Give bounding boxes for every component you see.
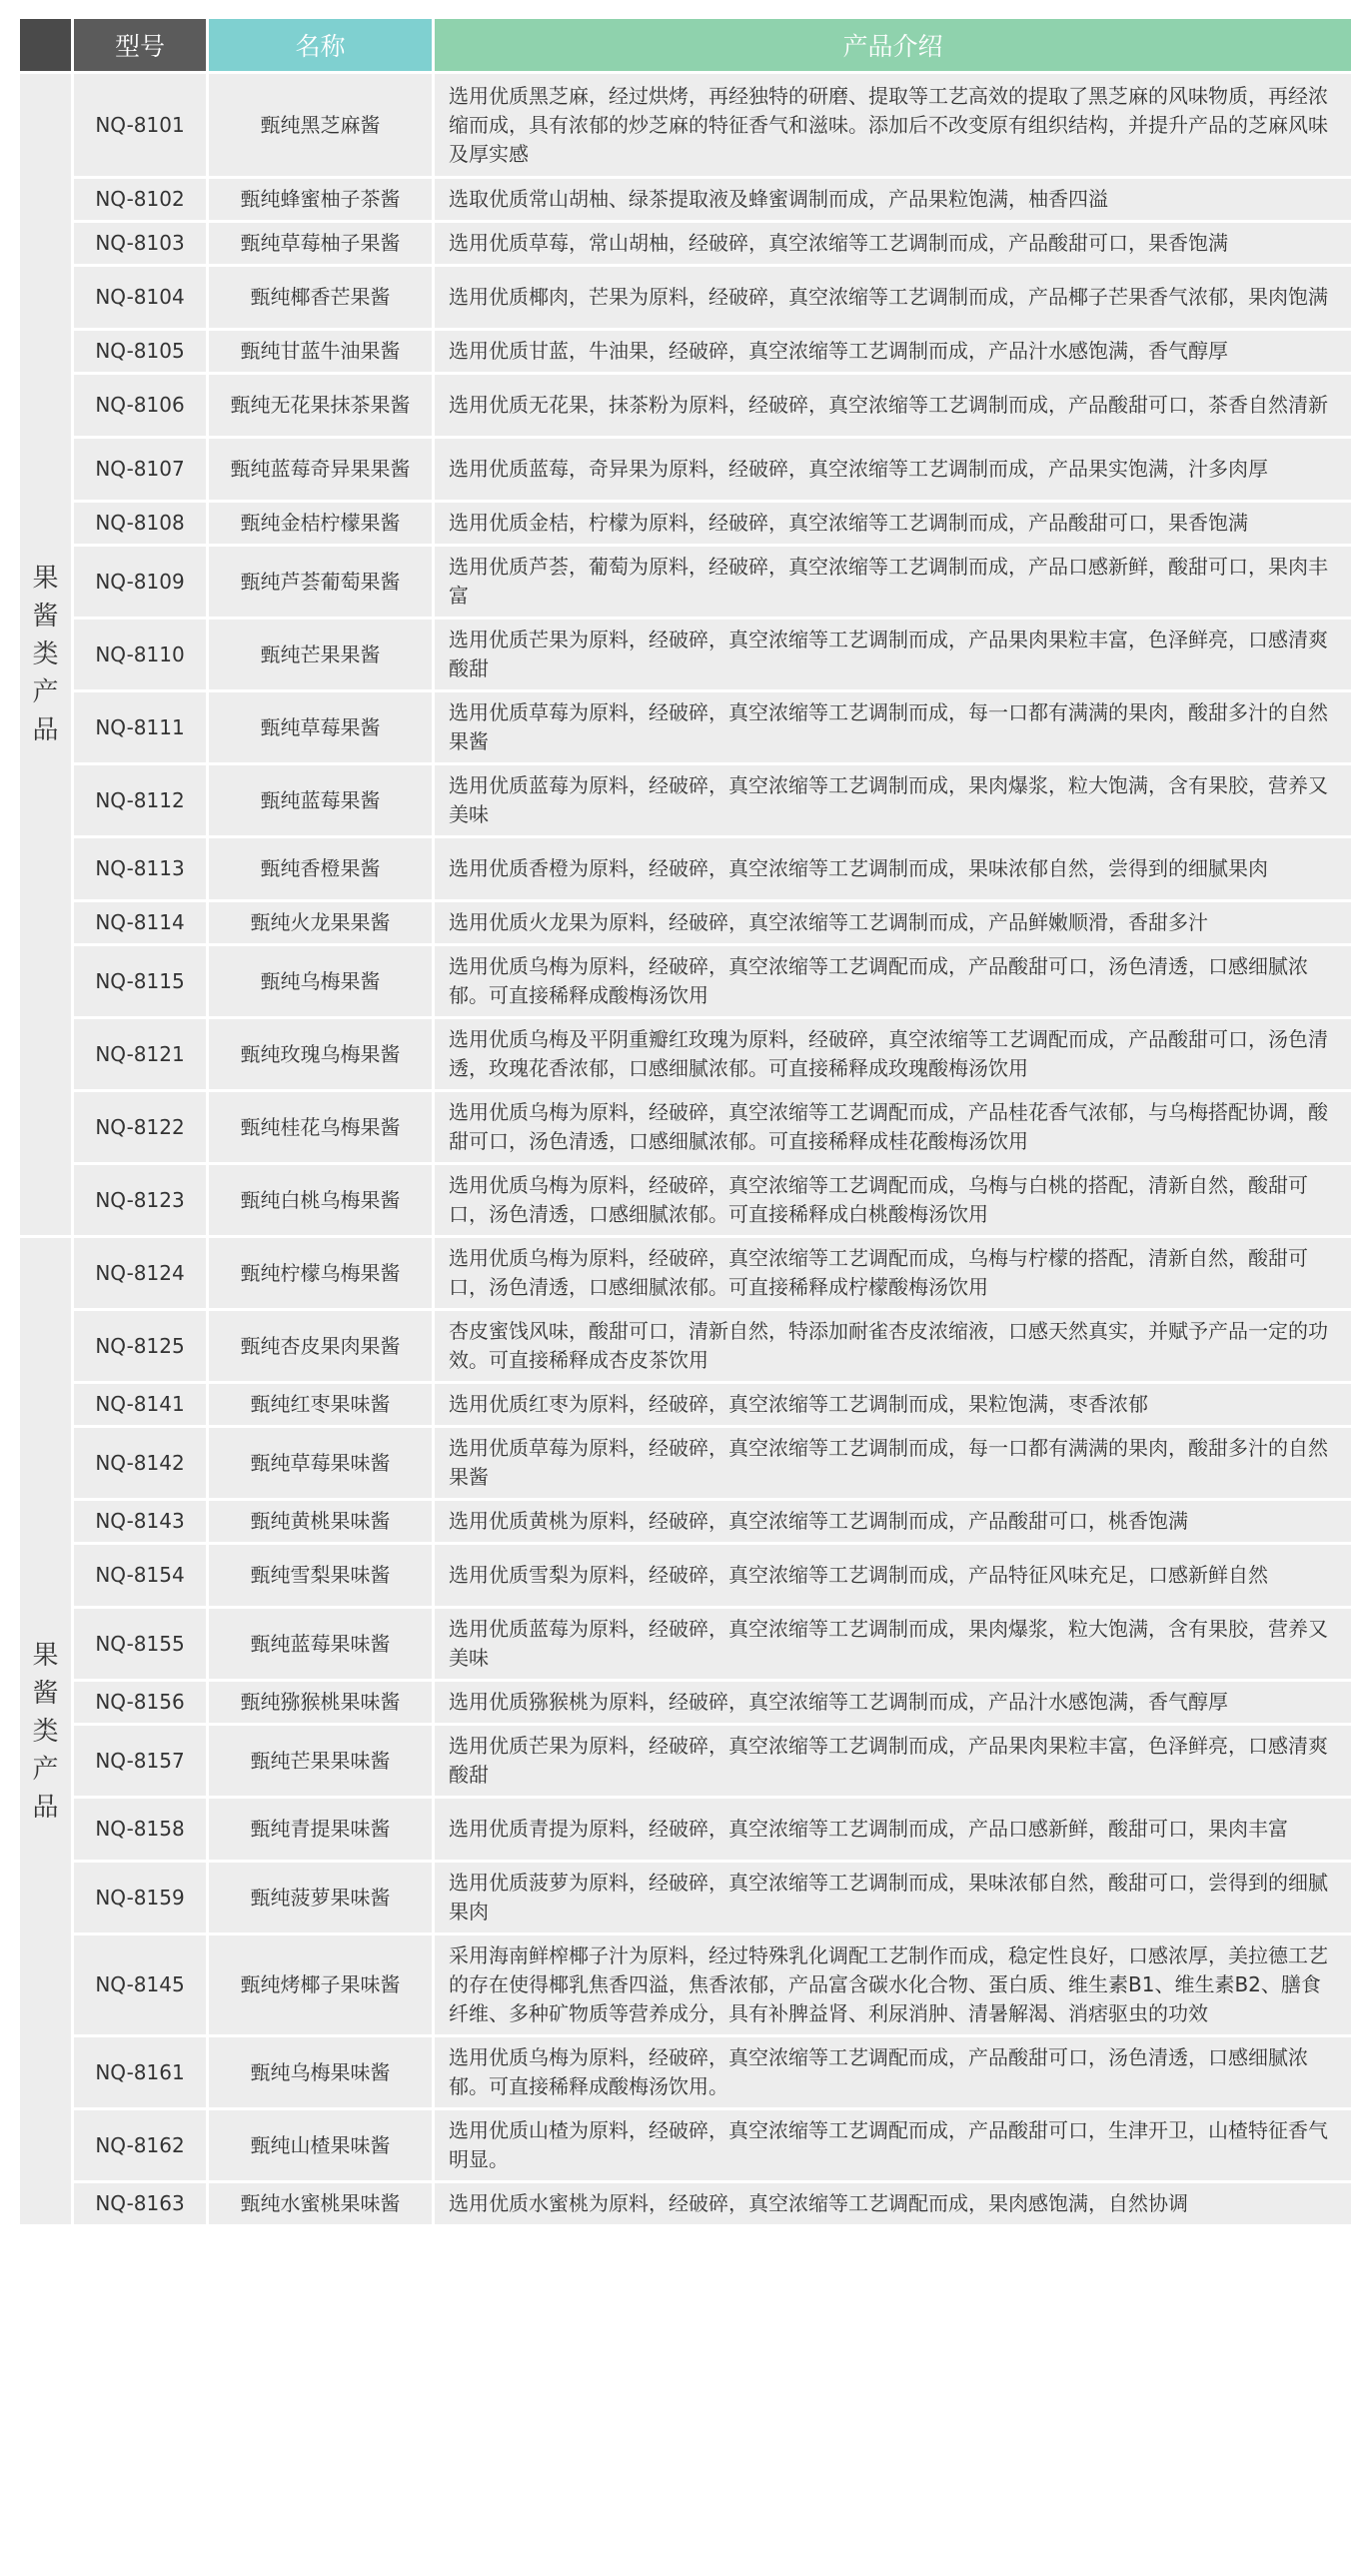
model-cell: NQ-8142	[74, 1428, 206, 1498]
table-row	[20, 223, 1351, 264]
name-cell: 甄纯椰香芒果酱	[209, 267, 432, 328]
description-cell: 选用优质草莓为原料，经破碎，真空浓缩等工艺调制而成，每一口都有满满的果肉，酸甜多汁的自然果酱	[435, 1428, 1351, 1498]
table-row	[20, 1019, 1351, 1089]
table-row	[20, 1238, 1351, 1308]
model-cell: NQ-8104	[74, 267, 206, 328]
table-row	[20, 1726, 1351, 1796]
product-table	[17, 16, 1354, 2227]
description-cell: 选用优质黑芝麻，经过烘烤，再经独特的研磨、提取等工艺高效的提取了黑芝麻的风味物质，再经浓缩而成，具有浓郁的炒芝麻的特征香气和滋味。添加后不改变原有组织结构，并提升产品的芝麻风味及厚实感	[435, 74, 1351, 176]
model-cell: NQ-8110	[74, 620, 206, 689]
description-cell: 选用优质猕猴桃为原料，经破碎，真空浓缩等工艺调制而成，产品汁水感饱满，香气醇厚	[435, 1682, 1351, 1723]
model-cell: NQ-8158	[74, 1799, 206, 1860]
model-cell: NQ-8156	[74, 1682, 206, 1723]
name-cell: 甄纯猕猴桃果味酱	[209, 1682, 432, 1723]
name-cell: 甄纯蜂蜜柚子茶酱	[209, 179, 432, 220]
table-row	[20, 765, 1351, 835]
name-cell: 甄纯芒果果味酱	[209, 1726, 432, 1796]
header-name: 名称	[209, 19, 432, 71]
name-cell: 甄纯柠檬乌梅果酱	[209, 1238, 432, 1308]
model-cell: NQ-8102	[74, 179, 206, 220]
model-cell: NQ-8108	[74, 503, 206, 544]
table-row	[20, 1501, 1351, 1542]
name-cell: 甄纯乌梅果酱	[209, 946, 432, 1016]
table-row	[20, 1863, 1351, 1932]
description-cell: 选用优质芦荟，葡萄为原料，经破碎，真空浓缩等工艺调制而成，产品口感新鲜，酸甜可口，果肉丰富	[435, 547, 1351, 617]
description-cell: 选取优质常山胡柚、绿茶提取液及蜂蜜调制而成，产品果粒饱满，柚香四溢	[435, 179, 1351, 220]
description-cell: 选用优质蓝莓为原料，经破碎，真空浓缩等工艺调制而成，果肉爆浆，粒大饱满，含有果胶，营养又美味	[435, 765, 1351, 835]
name-cell: 甄纯山楂果味酱	[209, 2110, 432, 2180]
name-cell: 甄纯黑芝麻酱	[209, 74, 432, 176]
description-cell: 选用优质火龙果为原料，经破碎，真空浓缩等工艺调制而成，产品鲜嫩顺滑，香甜多汁	[435, 902, 1351, 943]
description-cell: 选用优质草莓，常山胡柚，经破碎，真空浓缩等工艺调制而成，产品酸甜可口，果香饱满	[435, 223, 1351, 264]
model-cell: NQ-8115	[74, 946, 206, 1016]
model-cell: NQ-8154	[74, 1545, 206, 1606]
category-cell	[20, 74, 71, 1235]
table-row	[20, 1609, 1351, 1679]
table-row	[20, 547, 1351, 617]
description-cell: 选用优质雪梨为原料，经破碎，真空浓缩等工艺调制而成，产品特征风味充足，口感新鲜自然	[435, 1545, 1351, 1606]
table-row	[20, 620, 1351, 689]
table-row	[20, 1311, 1351, 1381]
model-cell: NQ-8157	[74, 1726, 206, 1796]
header-category	[20, 19, 71, 71]
model-cell: NQ-8124	[74, 1238, 206, 1308]
table-row	[20, 375, 1351, 436]
description-cell: 选用优质乌梅为原料，经破碎，真空浓缩等工艺调配而成，乌梅与白桃的搭配，清新自然，酸甜可口，汤色清透，口感细腻浓郁。可直接稀释成白桃酸梅汤饮用	[435, 1165, 1351, 1235]
name-cell: 甄纯白桃乌梅果酱	[209, 1165, 432, 1235]
name-cell: 甄纯甘蓝牛油果酱	[209, 331, 432, 372]
model-cell: NQ-8112	[74, 765, 206, 835]
category-cell	[20, 1238, 71, 2224]
model-cell: NQ-8123	[74, 1165, 206, 1235]
table-row	[20, 2183, 1351, 2224]
table-row	[20, 902, 1351, 943]
model-cell: NQ-8103	[74, 223, 206, 264]
model-cell: NQ-8107	[74, 439, 206, 500]
table-row	[20, 2037, 1351, 2107]
description-cell: 选用优质香橙为原料，经破碎，真空浓缩等工艺调制而成，果味浓郁自然，尝得到的细腻果肉	[435, 838, 1351, 899]
description-cell: 选用优质芒果为原料，经破碎，真空浓缩等工艺调制而成，产品果肉果粒丰富，色泽鲜亮，口感清爽酸甜	[435, 620, 1351, 689]
description-cell: 选用优质乌梅为原料，经破碎，真空浓缩等工艺调配而成，产品桂花香气浓郁，与乌梅搭配协调，酸甜可口，汤色清透，口感细腻浓郁。可直接稀释成桂花酸梅汤饮用	[435, 1092, 1351, 1162]
name-cell: 甄纯玫瑰乌梅果酱	[209, 1019, 432, 1089]
product-table-container	[20, 16, 1345, 2227]
description-cell: 选用优质乌梅为原料，经破碎，真空浓缩等工艺调配而成，乌梅与柠檬的搭配，清新自然，酸甜可口，汤色清透，口感细腻浓郁。可直接稀释成柠檬酸梅汤饮用	[435, 1238, 1351, 1308]
table-row	[20, 503, 1351, 544]
description-cell: 选用优质椰肉，芒果为原料，经破碎，真空浓缩等工艺调制而成，产品椰子芒果香气浓郁，果肉饱满	[435, 267, 1351, 328]
table-row	[20, 439, 1351, 500]
description-cell: 选用优质蓝莓为原料，经破碎，真空浓缩等工艺调制而成，果肉爆浆，粒大饱满，含有果胶，营养又美味	[435, 1609, 1351, 1679]
model-cell: NQ-8114	[74, 902, 206, 943]
model-cell: NQ-8113	[74, 838, 206, 899]
model-cell: NQ-8101	[74, 74, 206, 176]
description-cell: 选用优质金桔，柠檬为原料，经破碎，真空浓缩等工艺调制而成，产品酸甜可口，果香饱满	[435, 503, 1351, 544]
table-row	[20, 2110, 1351, 2180]
model-cell: NQ-8145	[74, 1935, 206, 2034]
name-cell: 甄纯金桔柠檬果酱	[209, 503, 432, 544]
table-row	[20, 1799, 1351, 1860]
description-cell: 杏皮蜜饯风味，酸甜可口，清新自然，特添加耐雀杏皮浓缩液，口感天然真实，并赋予产品一定的功效。可直接稀释成杏皮茶饮用	[435, 1311, 1351, 1381]
name-cell: 甄纯蓝莓奇异果果酱	[209, 439, 432, 500]
category-label: 果酱类产品	[32, 564, 59, 745]
name-cell: 甄纯桂花乌梅果酱	[209, 1092, 432, 1162]
name-cell: 甄纯无花果抹茶果酱	[209, 375, 432, 436]
name-cell: 甄纯香橙果酱	[209, 838, 432, 899]
description-cell: 选用优质黄桃为原料，经破碎，真空浓缩等工艺调制而成，产品酸甜可口，桃香饱满	[435, 1501, 1351, 1542]
header-description: 产品介绍	[435, 19, 1351, 71]
table-row	[20, 1165, 1351, 1235]
model-cell: NQ-8121	[74, 1019, 206, 1089]
table-row	[20, 946, 1351, 1016]
table-row	[20, 692, 1351, 762]
name-cell: 甄纯芦荟葡萄果酱	[209, 547, 432, 617]
description-cell: 选用优质乌梅为原料，经破碎，真空浓缩等工艺调配而成，产品酸甜可口，汤色清透，口感细腻浓郁。可直接稀释成酸梅汤饮用	[435, 946, 1351, 1016]
name-cell: 甄纯烤椰子果味酱	[209, 1935, 432, 2034]
model-cell: NQ-8163	[74, 2183, 206, 2224]
table-row	[20, 179, 1351, 220]
name-cell: 甄纯草莓果酱	[209, 692, 432, 762]
table-row	[20, 331, 1351, 372]
description-cell: 选用优质青提为原料，经破碎，真空浓缩等工艺调制而成，产品口感新鲜，酸甜可口，果肉丰富	[435, 1799, 1351, 1860]
name-cell: 甄纯草莓柚子果酱	[209, 223, 432, 264]
model-cell: NQ-8125	[74, 1311, 206, 1381]
name-cell: 甄纯杏皮果肉果酱	[209, 1311, 432, 1381]
name-cell: 甄纯乌梅果味酱	[209, 2037, 432, 2107]
name-cell: 甄纯红枣果味酱	[209, 1384, 432, 1425]
description-cell: 选用优质菠萝为原料，经破碎，真空浓缩等工艺调制而成，果味浓郁自然，酸甜可口，尝得到的细腻果肉	[435, 1863, 1351, 1932]
model-cell: NQ-8109	[74, 547, 206, 617]
header-model: 型号	[74, 19, 206, 71]
model-cell: NQ-8122	[74, 1092, 206, 1162]
category-label: 果酱类产品	[32, 1640, 59, 1823]
name-cell: 甄纯蓝莓果酱	[209, 765, 432, 835]
description-cell: 选用优质草莓为原料，经破碎，真空浓缩等工艺调制而成，每一口都有满满的果肉，酸甜多汁的自然果酱	[435, 692, 1351, 762]
name-cell: 甄纯火龙果果酱	[209, 902, 432, 943]
model-cell: NQ-8162	[74, 2110, 206, 2180]
description-cell: 选用优质甘蓝，牛油果，经破碎，真空浓缩等工艺调制而成，产品汁水感饱满，香气醇厚	[435, 331, 1351, 372]
table-header-row	[20, 19, 1351, 71]
description-cell: 选用优质蓝莓，奇异果为原料，经破碎，真空浓缩等工艺调制而成，产品果实饱满，汁多肉厚	[435, 439, 1351, 500]
table-row	[20, 1428, 1351, 1498]
model-cell: NQ-8105	[74, 331, 206, 372]
model-cell: NQ-8141	[74, 1384, 206, 1425]
name-cell: 甄纯芒果果酱	[209, 620, 432, 689]
table-row	[20, 74, 1351, 176]
table-row	[20, 838, 1351, 899]
table-row	[20, 267, 1351, 328]
name-cell: 甄纯草莓果味酱	[209, 1428, 432, 1498]
name-cell: 甄纯黄桃果味酱	[209, 1501, 432, 1542]
description-cell: 采用海南鲜榨椰子汁为原料，经过特殊乳化调配工艺制作而成，稳定性良好，口感浓厚，美拉德工艺的存在使得椰乳焦香四溢，焦香浓郁，产品富含碳水化合物、蛋白质、维生素B1、维生素B2、膳食纤维、多种矿物质等营养成分，具有补脾益肾、利尿消肿、清暑解渴、消痞驱虫的功效	[435, 1935, 1351, 2034]
model-cell: NQ-8106	[74, 375, 206, 436]
table-row	[20, 1384, 1351, 1425]
description-cell: 选用优质水蜜桃为原料，经破碎，真空浓缩等工艺调配而成，果肉感饱满，自然协调	[435, 2183, 1351, 2224]
description-cell: 选用优质乌梅为原料，经破碎，真空浓缩等工艺调配而成，产品酸甜可口，汤色清透，口感细腻浓郁。可直接稀释成酸梅汤饮用。	[435, 2037, 1351, 2107]
name-cell: 甄纯水蜜桃果味酱	[209, 2183, 432, 2224]
table-row	[20, 1092, 1351, 1162]
description-cell: 选用优质无花果，抹茶粉为原料，经破碎，真空浓缩等工艺调制而成，产品酸甜可口，茶香自然清新	[435, 375, 1351, 436]
description-cell: 选用优质芒果为原料，经破碎，真空浓缩等工艺调制而成，产品果肉果粒丰富，色泽鲜亮，口感清爽酸甜	[435, 1726, 1351, 1796]
description-cell: 选用优质山楂为原料，经破碎，真空浓缩等工艺调配而成，产品酸甜可口，生津开卫，山楂特征香气明显。	[435, 2110, 1351, 2180]
name-cell: 甄纯菠萝果味酱	[209, 1863, 432, 1932]
table-row	[20, 1682, 1351, 1723]
model-cell: NQ-8111	[74, 692, 206, 762]
model-cell: NQ-8155	[74, 1609, 206, 1679]
model-cell: NQ-8161	[74, 2037, 206, 2107]
description-cell: 选用优质乌梅及平阴重瓣红玫瑰为原料，经破碎，真空浓缩等工艺调配而成，产品酸甜可口，汤色清透，玫瑰花香浓郁，口感细腻浓郁。可直接稀释成玫瑰酸梅汤饮用	[435, 1019, 1351, 1089]
table-row	[20, 1545, 1351, 1606]
table-body	[20, 74, 1351, 2224]
description-cell: 选用优质红枣为原料，经破碎，真空浓缩等工艺调制而成，果粒饱满，枣香浓郁	[435, 1384, 1351, 1425]
name-cell: 甄纯雪梨果味酱	[209, 1545, 432, 1606]
table-row	[20, 1935, 1351, 2034]
model-cell: NQ-8159	[74, 1863, 206, 1932]
model-cell: NQ-8143	[74, 1501, 206, 1542]
name-cell: 甄纯蓝莓果味酱	[209, 1609, 432, 1679]
name-cell: 甄纯青提果味酱	[209, 1799, 432, 1860]
